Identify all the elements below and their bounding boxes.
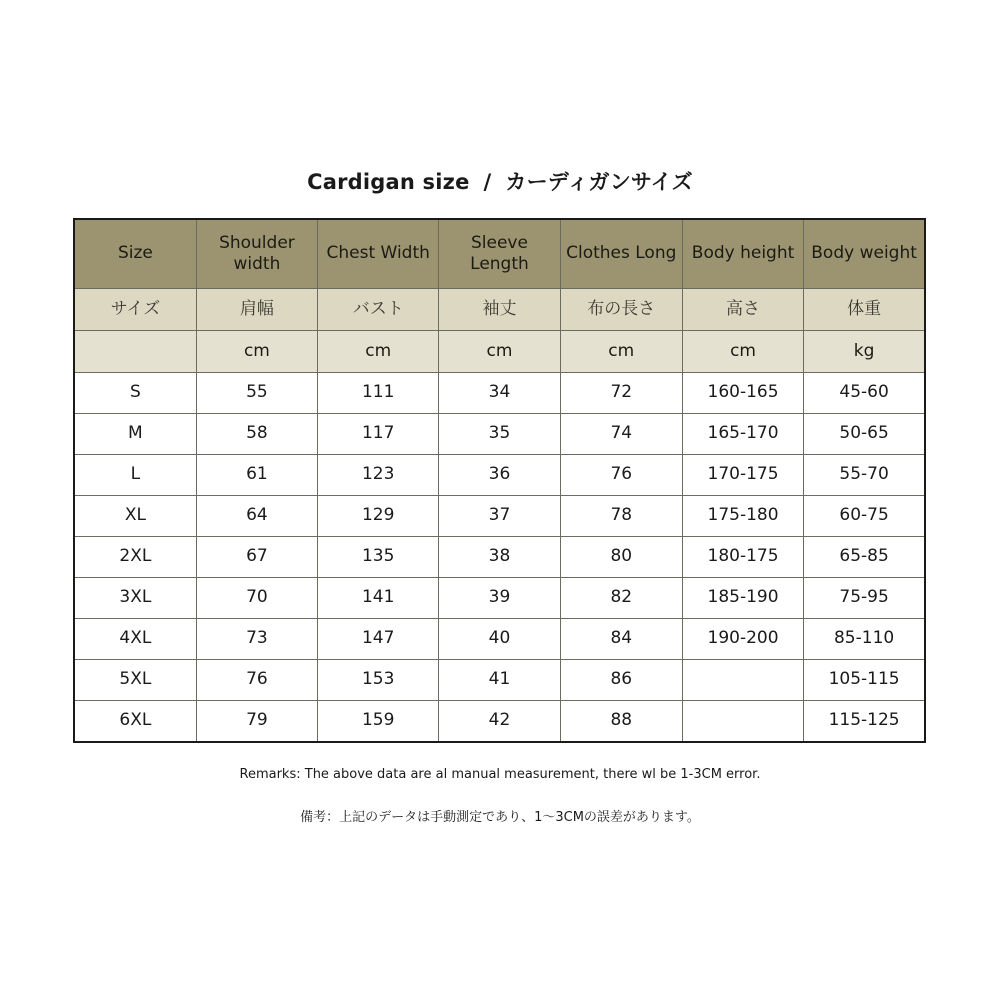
unit-cell: cm <box>318 331 439 373</box>
table-cell: 159 <box>318 701 439 743</box>
header-jp-cell: バスト <box>318 289 439 331</box>
remarks-en: Remarks: The above data are al manual measurement, there wl be 1-3CM error. <box>239 767 761 782</box>
header-cell: Body weight <box>804 219 925 289</box>
table-cell: 64 <box>196 496 317 537</box>
size-label-cell: M <box>74 414 196 455</box>
size-table <box>73 218 926 743</box>
remarks-jp: 備考：上記のデータは手動測定であり、1～3CMの誤差があります。 <box>300 810 700 825</box>
size-label-cell: S <box>74 373 196 414</box>
table-cell: 34 <box>439 373 560 414</box>
table-cell: 85-110 <box>804 619 925 660</box>
table-cell: 84 <box>560 619 682 660</box>
table-cell: 75-95 <box>804 578 925 619</box>
table-cell: 55-70 <box>804 455 925 496</box>
table-cell: 153 <box>318 660 439 701</box>
table-cell: 73 <box>196 619 317 660</box>
table-cell: 60-75 <box>804 496 925 537</box>
table-cell: 160-165 <box>682 373 803 414</box>
table-cell: 40 <box>439 619 560 660</box>
unit-cell: cm <box>196 331 317 373</box>
table-cell: 141 <box>318 578 439 619</box>
size-label-cell: 5XL <box>74 660 196 701</box>
table-cell: 185-190 <box>682 578 803 619</box>
title-en: Cardigan size <box>307 170 470 194</box>
table-cell: 72 <box>560 373 682 414</box>
header-cell: Clothes Long <box>560 219 682 289</box>
header-cell: Chest Width <box>318 219 439 289</box>
table-row <box>74 414 925 455</box>
table-cell: 45-60 <box>804 373 925 414</box>
size-label-cell: 6XL <box>74 701 196 743</box>
unit-cell: cm <box>560 331 682 373</box>
table-cell: 105-115 <box>804 660 925 701</box>
table-row <box>74 373 925 414</box>
header-jp-cell: 高さ <box>682 289 803 331</box>
table-cell: 135 <box>318 537 439 578</box>
table-cell: 38 <box>439 537 560 578</box>
header-jp-cell: 体重 <box>804 289 925 331</box>
table-cell: 61 <box>196 455 317 496</box>
unit-cell <box>74 331 196 373</box>
header-jp-cell: 布の長さ <box>560 289 682 331</box>
table-row <box>74 701 925 743</box>
page-title <box>0 166 1000 196</box>
table-cell: 117 <box>318 414 439 455</box>
table-cell: 80 <box>560 537 682 578</box>
table-cell: 39 <box>439 578 560 619</box>
header-jp-row <box>74 289 925 331</box>
title-jp: カーディガンサイズ <box>505 170 693 194</box>
table-cell: 180-175 <box>682 537 803 578</box>
table-cell: 70 <box>196 578 317 619</box>
table-cell: 41 <box>439 660 560 701</box>
table-cell <box>682 701 803 743</box>
table-cell: 115-125 <box>804 701 925 743</box>
unit-cell: cm <box>682 331 803 373</box>
table-cell: 86 <box>560 660 682 701</box>
table-cell: 165-170 <box>682 414 803 455</box>
header-jp-cell: 袖丈 <box>439 289 560 331</box>
header-cell: Shoulder width <box>196 219 317 289</box>
table-cell: 82 <box>560 578 682 619</box>
table-row <box>74 660 925 701</box>
header-cell: Size <box>74 219 196 289</box>
size-label-cell: XL <box>74 496 196 537</box>
title-separator: / <box>483 170 492 194</box>
table-cell: 76 <box>560 455 682 496</box>
header-cell: Body height <box>682 219 803 289</box>
table-cell: 42 <box>439 701 560 743</box>
table-row <box>74 619 925 660</box>
table-cell: 78 <box>560 496 682 537</box>
header-cell: Sleeve Length <box>439 219 560 289</box>
table-cell: 170-175 <box>682 455 803 496</box>
header-jp-cell: サイズ <box>74 289 196 331</box>
unit-cell: kg <box>804 331 925 373</box>
size-label-cell: 3XL <box>74 578 196 619</box>
size-label-cell: 4XL <box>74 619 196 660</box>
table-row <box>74 578 925 619</box>
table-cell: 50-65 <box>804 414 925 455</box>
unit-cell: cm <box>439 331 560 373</box>
size-label-cell: L <box>74 455 196 496</box>
table-row <box>74 537 925 578</box>
table-cell: 37 <box>439 496 560 537</box>
table-cell: 88 <box>560 701 682 743</box>
table-cell: 123 <box>318 455 439 496</box>
table-cell: 175-180 <box>682 496 803 537</box>
table-cell: 190-200 <box>682 619 803 660</box>
table-cell: 111 <box>318 373 439 414</box>
header-jp-cell: 肩幅 <box>196 289 317 331</box>
table-cell: 35 <box>439 414 560 455</box>
table-cell: 79 <box>196 701 317 743</box>
table-cell: 36 <box>439 455 560 496</box>
table-cell: 58 <box>196 414 317 455</box>
table-cell: 65-85 <box>804 537 925 578</box>
unit-row <box>74 331 925 373</box>
table-cell <box>682 660 803 701</box>
table-row <box>74 496 925 537</box>
table-row <box>74 455 925 496</box>
table-cell: 74 <box>560 414 682 455</box>
table-cell: 147 <box>318 619 439 660</box>
table-cell: 129 <box>318 496 439 537</box>
header-row <box>74 219 925 289</box>
table-cell: 67 <box>196 537 317 578</box>
table-cell: 55 <box>196 373 317 414</box>
size-label-cell: 2XL <box>74 537 196 578</box>
table-cell: 76 <box>196 660 317 701</box>
